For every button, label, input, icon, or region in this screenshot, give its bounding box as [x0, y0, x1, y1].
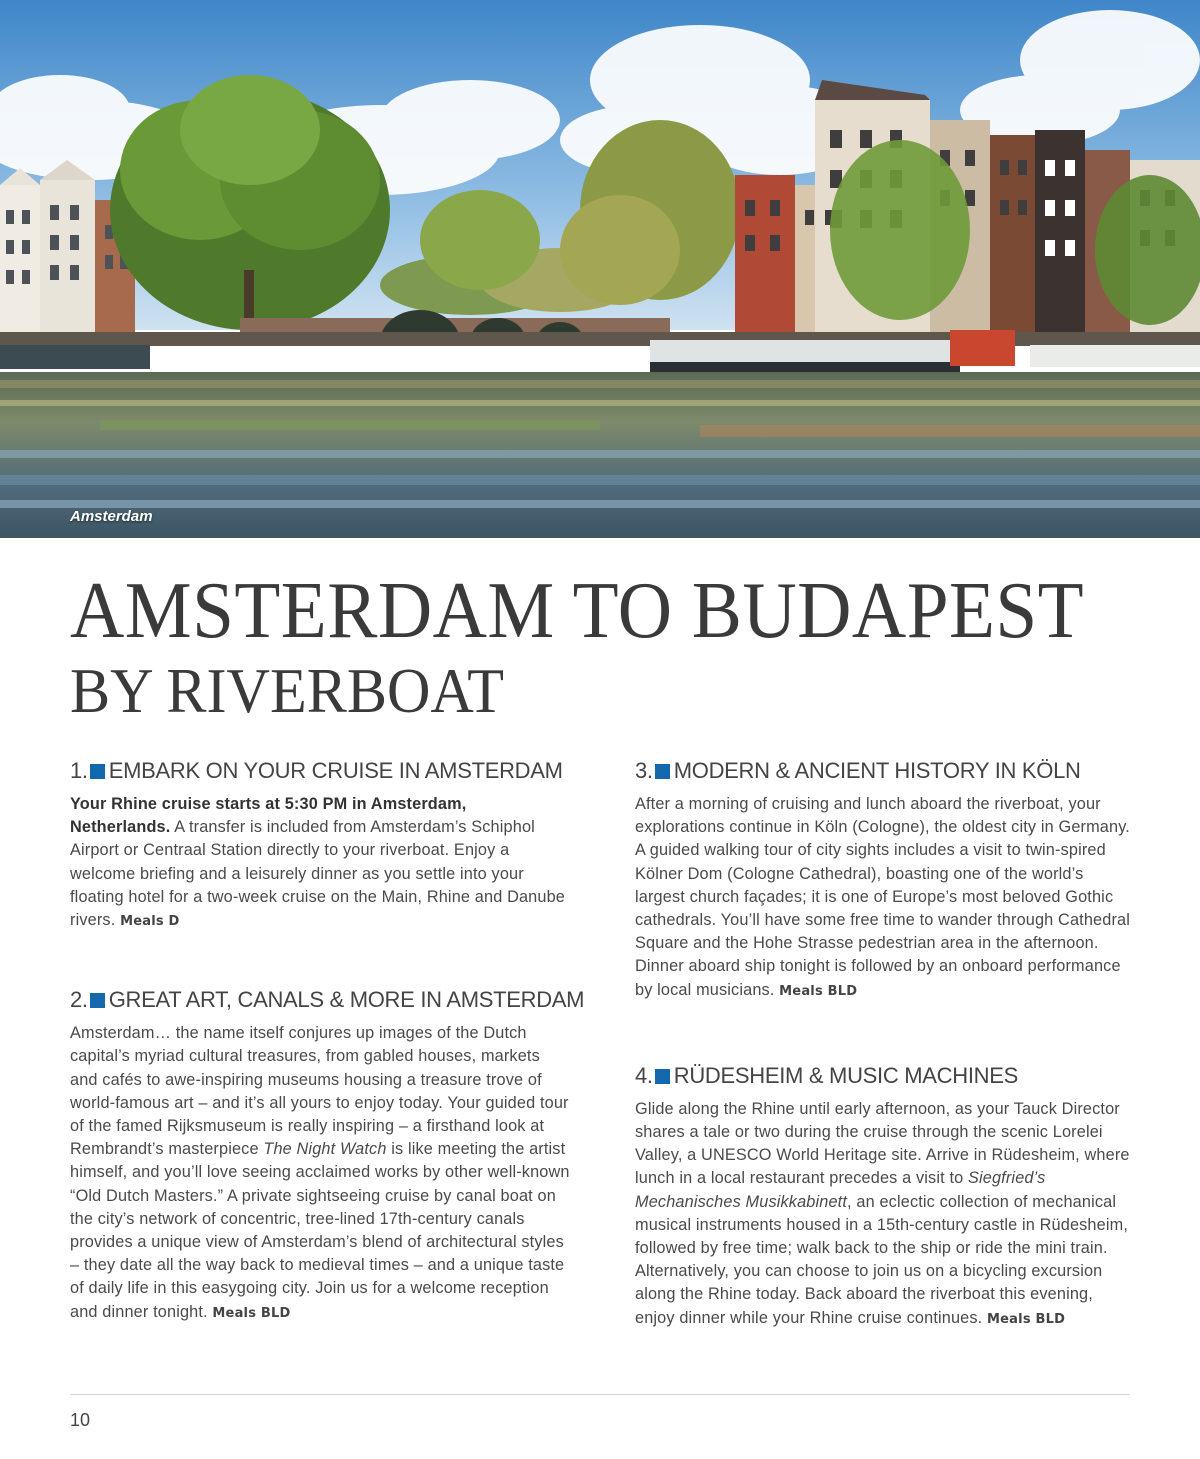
section-heading [70, 756, 570, 786]
footer-divider [70, 1394, 1130, 1395]
section-heading [70, 985, 585, 1015]
blue-square-icon [655, 764, 670, 779]
right-column [635, 756, 1135, 1375]
meals-label: Meals BLD [987, 1311, 1066, 1327]
italic-title: Siegfried’s Mechanisches Musikkabinett [635, 1169, 1046, 1211]
lead-text: Your Rhine cruise starts at 5:30 PM in Amsterdam, Netherlands. [70, 795, 467, 837]
section-number: 4. [635, 1062, 653, 1088]
italic-title: The Night Watch [263, 1140, 387, 1159]
section-title: RÜDESHEIM & MUSIC MACHINES [673, 1062, 1018, 1088]
section-day-4 [635, 1061, 1135, 1331]
body-text: is like meeting the artist himself, and you’ll love seeing acclaimed works by other well-known “Old Dutch Masters.” A private sightseeing cruise by canal boat on the city’s network of concentric, tree-lined 17th-century canals provides a unique view of Amsterdam’s blend of architectural styles – they date all the way back to medieval times – and a unique taste of daily life in this easygoing city. Join us for a welcome reception and dinner tonight. [70, 1140, 570, 1321]
section-day-3 [635, 756, 1135, 1003]
section-number: 2. [70, 987, 88, 1013]
meals-label: Meals D [120, 914, 180, 930]
section-day-1 [70, 756, 570, 933]
body-text: After a morning of cruising and lunch aboard the riverboat, your explorations continue in Köln (Cologne), the oldest city in Germany. A guided walking tour of city sights includes a visit to twin-spired Kölner Dom (Cologne Cathedral), boasting one of the world’s largest church façades; it is one of Europe’s most beloved Gothic cathedrals. You’ll have some free time to wander through Cathedral Square and the Hohe Strasse pedestrian area in the afternoon. Dinner aboard ship tonight is followed by an onboard performance by local musicians. [635, 795, 1131, 999]
section-number: 3. [635, 758, 653, 783]
section-day-2 [70, 985, 585, 1325]
page-subtitle: BY RIVERBOAT [70, 655, 504, 726]
section-heading [635, 1061, 1135, 1091]
body-text: Amsterdam… the name itself conjures up images of the Dutch capital’s myriad cultural treasures, from gabled houses, markets and cafés to awe-inspiring museums housing a treasure trove of world-famous art – and it’s all yours to enjoy today. Your guided tour of the famed Rijksmuseum is really inspiring – a firsthand look at Rembrandt’s masterpiece [70, 1024, 569, 1159]
body-text: , an eclectic collection of mechanical musical instruments housed in a 15th-century castle in Rüdesheim, followed by free time; walk back to the ship or ride the mini train. Alternatively, you can choose to join us on a bicycling excursion along the Rhine today. Back aboard the riverboat this evening, enjoy dinner while your Rhine cruise continues. [635, 1192, 1128, 1327]
blue-square-icon [655, 1069, 670, 1084]
section-title: GREAT ART, CANALS & MORE IN AMSTERDAM [108, 987, 585, 1013]
section-heading [635, 756, 1135, 786]
section-body [635, 793, 1135, 1003]
page-number: 10 [70, 1410, 91, 1430]
title-block [70, 568, 1150, 726]
hero-photo [0, 0, 1200, 538]
blue-square-icon [90, 993, 105, 1008]
section-number: 1. [70, 758, 88, 783]
photo-caption: Amsterdam [70, 508, 153, 525]
section-title: MODERN & ANCIENT HISTORY IN KÖLN [673, 758, 1081, 783]
body-text: A transfer is included from Amsterdam’s Schiphol Airport or Centraal Station directly to your riverboat. Enjoy a welcome briefing and a leisurely dinner as you settle into your floating hotel for a two-week cruise on the Main, Rhine and Danube rivers. [70, 818, 566, 930]
section-title: EMBARK ON YOUR CRUISE IN AMSTERDAM [108, 758, 563, 783]
section-body [70, 1022, 570, 1325]
blue-square-icon [90, 764, 105, 779]
meals-label: Meals BLD [212, 1305, 291, 1321]
section-body [635, 1098, 1135, 1331]
left-column [70, 756, 585, 1369]
meals-label: Meals BLD [779, 983, 858, 999]
page-title: AMSTERDAM TO BUDAPEST [70, 567, 1085, 655]
body-text: Glide along the Rhine until early afternoon, as your Tauck Director shares a tale or two during the cruise through the scenic Lorelei Valley, a UNESCO World Heritage site. Arrive in Rüdesheim, where lunch in a local restaurant precedes a visit to [635, 1099, 1130, 1188]
section-body [70, 793, 570, 933]
amsterdam-canal-image [0, 0, 1200, 538]
